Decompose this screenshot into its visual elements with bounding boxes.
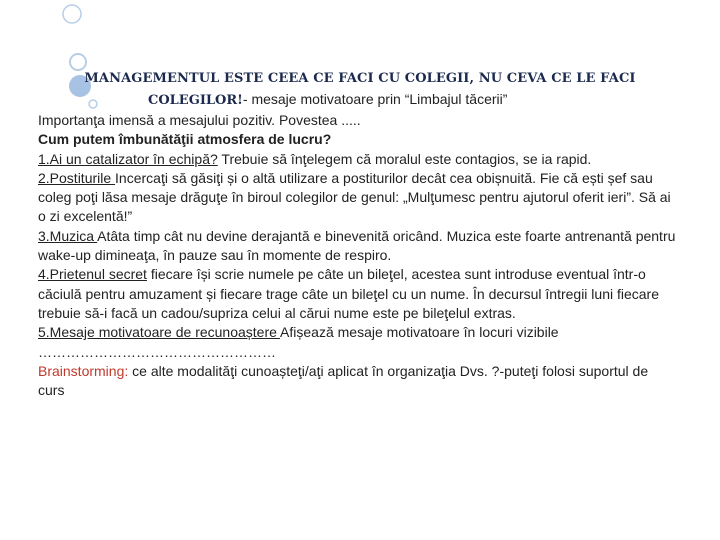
list-item <box>38 323 678 362</box>
list-item <box>38 169 678 227</box>
item-text: Incercaţi să găsiţi și o altă utilizare a postiturilor decât cea obișnuită. Fie că ești șef sau coleg poţi lăsa mesaje drăguţe în biroul colegilor de genul: „Mulţumesc pentru ajutorul oferit ieri”. Să ai o zi excelentă!” <box>38 169 671 225</box>
item-text: Atâta timp cât nu devine derajantă e binevenită oricând. Muzica este foarte antrenantă pentru wake-up dimineaţa, în pauze sau în momente de respiro. <box>38 227 676 264</box>
item-heading: 1.Ai un catalizator în echipă? <box>38 150 218 167</box>
list-item <box>38 265 678 323</box>
question-line: Cum putem îmbunătăţii atmosfera de lucru? <box>38 131 332 148</box>
item-text: fiecare își scrie numele pe câte un bileţel, acestea sunt introduse eventual într-o căciulă pentru amuzament și fiecare trage câte un bileţel cu un nume. În decursul întregii luni fiecare trebuie să-i facă un cadou/supriza celui al cărui nume este pe bileţelul extras. <box>38 266 660 321</box>
intro-line: Importanţa imensă a mesajului pozitiv. Povestea ..... <box>38 112 361 128</box>
slide-title-line-2 <box>148 91 507 108</box>
list-item <box>38 227 678 266</box>
brainstorm-label: Brainstorming: <box>38 362 129 379</box>
item-heading: 4.Prietenul secret <box>38 266 147 283</box>
title-subtitle: - mesaje motivatoare prin “Limbajul tăcerii” <box>242 91 508 107</box>
title-emphasis: COLEGILOR! <box>148 93 243 108</box>
item-text: Afișează mesaje motivatoare în locuri vizibile …………………………………………… <box>38 324 559 360</box>
slide-title-line-1: MANAGEMENTUL ESTE CEEA CE FACI CU COLEGII, NU CEVA CE LE FACI <box>84 71 636 86</box>
brainstorm-line <box>38 362 678 401</box>
item-heading: 2.Postiturile <box>38 169 116 186</box>
item-heading: 5.Mesaje motivatoare de recunoaștere <box>38 324 281 341</box>
item-text: Trebuie să înţelegem că moralul este contagios, se ia rapid. <box>217 150 592 167</box>
slide-body <box>38 111 678 400</box>
list-item <box>38 150 678 169</box>
brainstorm-text: ce alte modalităţi cunoașteţi/aţi aplicat în organizaţia Dvs. ?-puteţi folosi suportul de curs <box>38 362 649 399</box>
item-heading: 3.Muzica <box>38 227 98 244</box>
